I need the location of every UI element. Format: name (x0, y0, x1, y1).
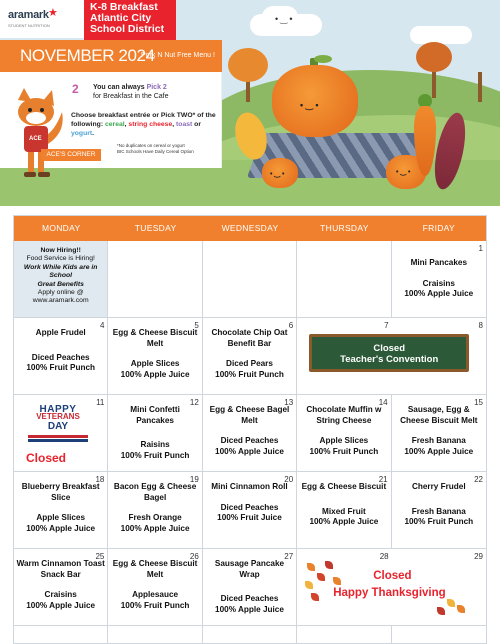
calendar-cell-nov-22 (392, 472, 486, 549)
day-number: 12 (189, 398, 199, 407)
autumn-tree-icon (228, 48, 268, 82)
calendar-cell-nov-11 (14, 395, 108, 472)
day-number: 28 (379, 552, 389, 561)
menu-entree: Blueberry Breakfast Slice (21, 482, 100, 502)
menu-drink: 100% Apple Juice (404, 289, 474, 298)
menu-header (0, 0, 500, 206)
menu-side: Apple Slices (36, 513, 86, 522)
menu-drink: 100% Apple Juice (120, 523, 190, 533)
fox-mascot-icon (8, 88, 70, 188)
breakfast-calendar (13, 215, 487, 644)
tree-trunk (478, 72, 482, 102)
autumn-leaf-icon (333, 577, 341, 585)
menu-drink: 100% Fruit Punch (120, 450, 190, 460)
flag-stripe (28, 439, 88, 442)
menu-entree: Egg & Cheese Bagel Melt (209, 405, 290, 425)
autumn-tree-icon (416, 42, 452, 72)
day-number: 8 (478, 321, 483, 330)
weekday-thursday: THURSDAY (320, 223, 369, 233)
day-number: 21 (378, 475, 388, 484)
weekday-friday: FRIDAY (422, 223, 455, 233)
calendar-cell-nov-12 (108, 395, 202, 472)
menu-entree: Egg & Cheese Biscuit Melt (112, 328, 198, 348)
menu-drink: 100% Fruit Punch (404, 517, 474, 526)
menu-side: Apple Slices (130, 359, 180, 368)
day-number: 25 (95, 552, 105, 561)
autumn-leaf-icon (325, 561, 333, 569)
veterans-day-badge (28, 405, 88, 443)
day-number: 20 (284, 475, 294, 484)
menu-entree: Chocolate Chip Oat Benefit Bar (211, 328, 288, 348)
veterans-label: VETERANS (36, 412, 80, 421)
day-number: 26 (189, 552, 199, 561)
menu-entree: Egg & Cheese Biscuit (301, 482, 387, 491)
menu-drink: 100% Apple Juice (26, 600, 96, 610)
day-number: 22 (474, 475, 483, 484)
autumn-leaf-icon (317, 573, 325, 581)
day-number: 27 (284, 552, 294, 561)
calendar-cell-nov-21 (297, 472, 391, 549)
menu-side: Applesauce (132, 590, 179, 599)
day-number: 18 (95, 475, 105, 484)
day-number: 5 (194, 321, 199, 330)
menu-entree: Warm Cinnamon Toast Snack Bar (16, 559, 105, 579)
menu-side: Apple Slices (319, 436, 369, 445)
menu-drink: 100% Apple Juice (215, 446, 284, 456)
menu-entree: Apple Frudel (35, 328, 86, 337)
weekday-tuesday: TUESDAY (134, 223, 177, 233)
calendar-cell-empty (108, 241, 202, 318)
pick2-number: 2 (72, 82, 79, 96)
logo-area (0, 0, 90, 38)
autumn-leaf-icon (305, 581, 313, 589)
fox-badge: ACE (29, 136, 42, 142)
menu-drink: 100% Apple Juice (309, 517, 379, 526)
menu-drink: 100% Apple Juice (404, 446, 474, 456)
menu-entree: Mini Confetti Pancakes (130, 405, 180, 425)
hiring-notice: Now Hiring!! Food Service is Hiring! Work While Kids are in School Great Benefits Apply online @ www.aramark.com (14, 241, 108, 318)
choose-instructions: Choose breakfast entrée or Pick TWO* of the following: cereal, string cheese, toast or yogurt. (71, 112, 216, 137)
menu-side: Diced Peaches (220, 594, 279, 603)
day-number: 11 (96, 398, 105, 407)
calendar-cell-nov-7 (297, 318, 439, 395)
calendar-cell-nov-26 (108, 549, 202, 626)
menu-entree: Mini Cinnamon Roll (211, 482, 288, 491)
menu-drink: 100% Fruit Punch (309, 446, 379, 456)
duplicate-note: *No duplicates on cereal or yogurt BIC Schools Have Daily Cereal Option (117, 143, 194, 154)
flag-stripe (28, 435, 88, 438)
autumn-leaf-icon (307, 563, 315, 571)
menu-entree: Cherry Frudel (411, 482, 466, 491)
menu-entree: Mini Pancakes (410, 258, 468, 267)
menu-entree: Sausage, Egg & Cheese Biscuit Melt (400, 405, 478, 425)
closure-reason: Teacher's Convention (340, 354, 439, 365)
menu-side: Craisins (44, 590, 77, 599)
pumpkin-face-icon: • ‿ • (270, 171, 285, 178)
menu-note: Pork N Nut Free Menu ! (141, 52, 215, 59)
closed-label: Closed (373, 343, 406, 354)
menu-drink: 100% Fruit Juice (217, 513, 282, 522)
menu-side: Diced Pears (226, 359, 273, 368)
star-icon: ★ (48, 7, 58, 19)
calendar-cell-nov-6 (203, 318, 297, 395)
calendar-cell-nov-14 (297, 395, 391, 472)
weekday-monday: MONDAY (41, 223, 81, 233)
autumn-leaf-icon (311, 593, 319, 601)
aces-corner-label: ACE'S CORNER (41, 149, 101, 161)
calendar-cell-nov-25 (14, 549, 108, 626)
day-number: 6 (288, 321, 294, 330)
district-title: K-8 Breakfast Atlantic City School District (84, 0, 176, 44)
holiday-label: Happy Thanksgiving (333, 587, 446, 599)
closed-label: Closed (26, 451, 67, 465)
menu-entree: Chocolate Muffin w String Cheese (306, 405, 382, 425)
menu-side: Raisins (140, 440, 170, 449)
pick2-subtext: for Breakfast in the Cafe (93, 93, 169, 100)
month-title: NOVEMBER 2024 (20, 46, 155, 65)
calendar-cell-empty (297, 241, 391, 318)
logo-subtitle: STUDENT NUTRITION (8, 23, 50, 28)
menu-drink: 100% Fruit Punch (26, 363, 96, 372)
calendar-cell-nov-18 (14, 472, 108, 549)
calendar-cell-empty (108, 626, 202, 644)
calendar-cell-nov-4 (14, 318, 108, 395)
cloud (410, 26, 472, 44)
menu-drink: 100% Fruit Punch (120, 600, 190, 610)
calendar-cell-nov-1 (392, 241, 486, 318)
pick2-text: You can always Pick 2 (93, 84, 167, 91)
menu-side: Diced Peaches (220, 436, 279, 445)
menu-entree: Bacon Egg & Cheese Bagel (113, 482, 197, 502)
aramark-link[interactable]: www.aramark.com (32, 297, 89, 305)
month-banner (0, 40, 222, 72)
menu-side: Fresh Orange (128, 513, 182, 522)
calendar-cell-empty (297, 626, 391, 644)
day-number: 29 (474, 552, 483, 561)
calendar-cell-nov-15 (392, 395, 486, 472)
calendar-cell-nov-20 (203, 472, 297, 549)
aramark-logo: aramark (8, 9, 49, 21)
cloud-face-icon: •‿• (275, 14, 295, 24)
calendar-cell-nov-13 (203, 395, 297, 472)
menu-side: Diced Peaches (220, 502, 279, 512)
calendar-cell-nov-19 (108, 472, 202, 549)
menu-drink: 100% Apple Juice (120, 369, 190, 379)
weekday-header (14, 216, 486, 241)
day-number: 19 (189, 475, 199, 484)
menu-drink: 100% Apple Juice (215, 604, 284, 614)
menu-drink: 100% Fruit Punch (215, 369, 284, 379)
calendar-grid (14, 241, 486, 644)
pumpkin-leaf (314, 55, 332, 63)
calendar-cell-empty (203, 626, 297, 644)
pumpkin-face-icon: • ‿ • (300, 100, 319, 110)
pumpkin-face-icon: • ‿ • (396, 169, 411, 176)
calendar-cell-nov-27 (203, 549, 297, 626)
menu-entree: Sausage Pancake Wrap (214, 559, 285, 579)
day-number: 14 (378, 398, 388, 407)
menu-side: Fresh Banana (411, 506, 466, 516)
calendar-cell-empty (203, 241, 297, 318)
veterans-day: DAY (47, 421, 69, 432)
menu-side: Mixed Fruit (322, 506, 366, 516)
calendar-cell-nov-5 (108, 318, 202, 395)
calendar-cell-nov-28 (297, 549, 446, 626)
menu-side: Craisins (422, 278, 455, 288)
day-number: 1 (478, 244, 483, 253)
veterans-happy: HAPPY (39, 404, 77, 415)
day-number: 7 (384, 321, 389, 330)
menu-side: Fresh Banana (411, 436, 466, 445)
calendar-cell-nov-8 (392, 318, 486, 395)
weekday-wednesday: WEDNESDAY (221, 223, 279, 233)
menu-entree: Egg & Cheese Biscuit Melt (112, 559, 198, 579)
calendar-cell-nov-29 (392, 549, 486, 626)
menu-drink: 100% Apple Juice (26, 523, 96, 533)
calendar-cell-empty (392, 626, 486, 644)
day-number: 13 (284, 398, 294, 407)
day-number: 15 (474, 398, 483, 407)
menu-side: Diced Peaches (31, 352, 90, 362)
calendar-cell-empty (14, 626, 108, 644)
closed-label: Closed (373, 570, 412, 582)
day-number: 4 (99, 321, 105, 330)
